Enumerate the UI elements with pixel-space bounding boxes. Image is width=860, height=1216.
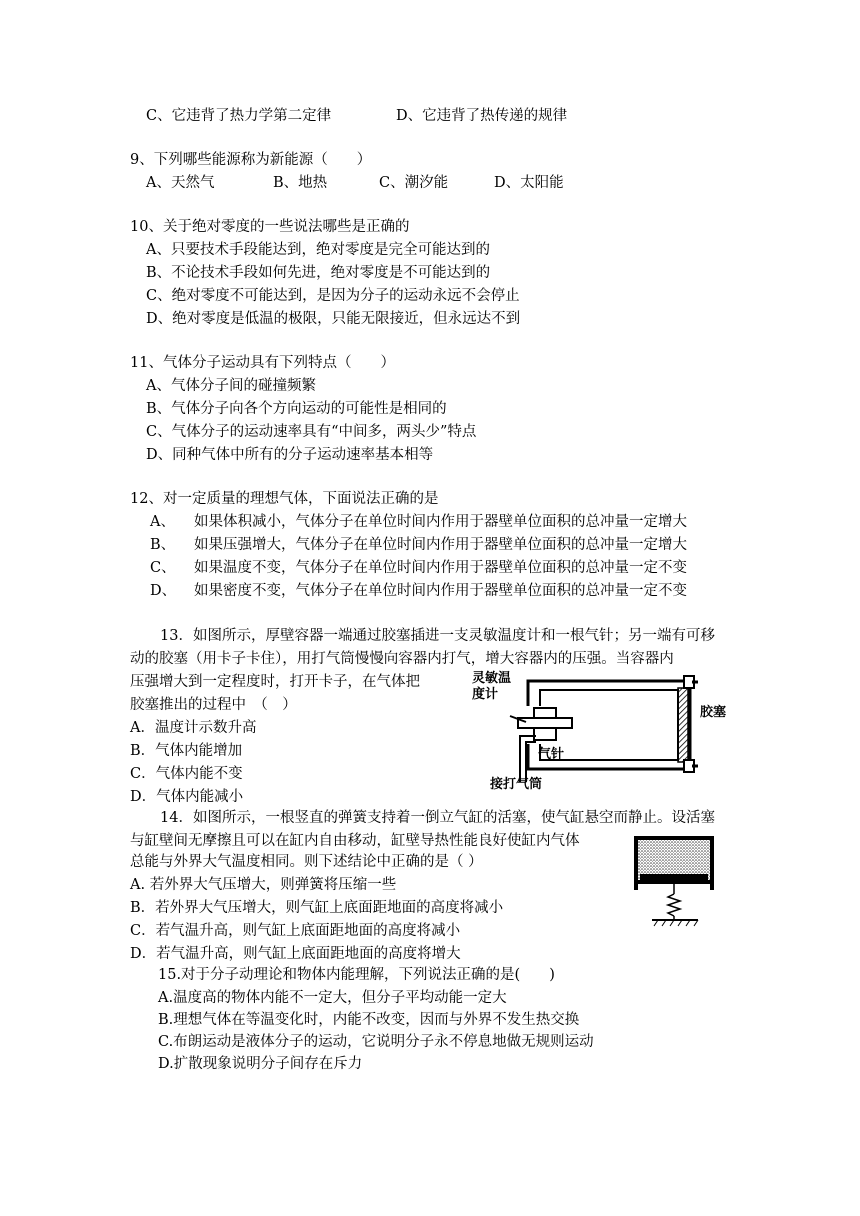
q13-stem-line-1: 13．如图所示，厚壁容器一端通过胶塞插进一支灵敏温度计和一根气针；另一端有可移	[160, 628, 715, 644]
q15-option-b: B.理想气体在等温变化时，内能不改变，因而与外界不发生热交换	[158, 1012, 580, 1028]
option-text: 如果密度不变，气体分子在单位时间内作用于器壁单位面积的总冲量一定不变	[194, 583, 687, 599]
q11-option-d: D、同种气体中所有的分子运动速率基本相等	[146, 447, 434, 463]
q12-option-d	[150, 581, 687, 601]
q14-option-b: B．若外界大气压增大，则气缸上底面距地面的高度将减小	[130, 900, 504, 916]
q8-option-d: D、它违背了热传递的规律	[396, 108, 568, 124]
q15-option-c: C.布朗运动是液体分子的运动，它说明分子永不停息地做无规则运动	[158, 1034, 594, 1050]
label-pump: 接打气筒	[490, 777, 543, 792]
q14-option-c: C．若气温升高，则气缸上底面距地面的高度将减小	[130, 923, 461, 939]
q11-option-b: B、气体分子向各个方向运动的可能性是相同的	[146, 401, 447, 417]
q14-stem-line-3: 总能与外界大气温度相同。则下述结论中正确的是（ ）	[130, 854, 483, 870]
q12-stem: 12、对一定质量的理想气体，下面说法正确的是	[130, 491, 439, 507]
q10-option-c: C、绝对零度不可能达到，是因为分子的运动永远不会停止	[146, 288, 520, 304]
q13-option-d: D．气体内能减小	[130, 789, 244, 805]
option-label: C、	[150, 560, 176, 576]
q12-option-a	[150, 512, 687, 532]
right-plug	[678, 688, 688, 762]
q15-stem: 15.对于分子动理论和物体内能理解，下列说法正确的是( )	[158, 967, 555, 983]
q8-option-c: C、它违背了热力学第二定律	[146, 108, 332, 124]
option-label: B、	[150, 537, 176, 553]
option-label: A、	[150, 514, 175, 530]
option-text: 如果温度不变，气体分子在单位时间内作用于器壁单位面积的总冲量一定不变	[194, 560, 687, 576]
q10-option-d: D、绝对零度是低温的极限，只能无限接近，但永远达不到	[146, 311, 521, 327]
option-text: 如果体积减小，气体分子在单位时间内作用于器壁单位面积的总冲量一定增大	[194, 514, 687, 530]
q12-option-b	[150, 535, 687, 555]
q9-option-a: A、天然气	[146, 175, 215, 191]
q14-cylinder-figure	[632, 832, 718, 928]
q13-option-b: B．气体内能增加	[130, 743, 243, 759]
q10-stem: 10、关于绝对零度的一些说法哪些是正确的	[130, 219, 410, 235]
option-text: 如果压强增大，气体分子在单位时间内作用于器壁单位面积的总冲量一定增大	[194, 537, 687, 553]
q15-option-a: A.温度高的物体内能不一定大，但分子平均动能一定大	[158, 990, 507, 1006]
q13-stem-line-4: 胶塞推出的过程中 （ ）	[130, 697, 297, 713]
label-thermometer-line-1: 灵敏温	[472, 671, 512, 686]
q13-stem-line-3: 压强增大到一定程度时，打开卡子，在气体把	[130, 674, 420, 690]
q9-option-d: D、太阳能	[494, 175, 564, 191]
q9-option-b: B、地热	[273, 175, 328, 191]
spring	[668, 894, 680, 916]
q14-stem-line-1: 14．如图所示，一根竖直的弹簧支持着一倒立气缸的活塞，使气缸悬空而静止。设活塞	[160, 810, 715, 826]
q14-option-a: A. 若外界大气压增大，则弹簧将压缩一些	[130, 877, 397, 893]
label-needle: 气针	[538, 747, 565, 762]
q13-container-figure	[470, 668, 740, 792]
q15-option-d: D.扩散现象说明分子间存在斥力	[158, 1056, 363, 1072]
q13-option-c: C．气体内能不变	[130, 766, 243, 782]
q9-option-c: C、潮汐能	[379, 175, 449, 191]
q11-stem: 11、气体分子运动具有下列特点（ ）	[130, 355, 395, 371]
q13-stem-line-2: 动的胶塞（用卡子卡住），用打气筒慢慢向容器内打气，增大容器内的压强。当容器内	[130, 651, 674, 667]
piston	[640, 874, 708, 880]
q11-option-c: C、气体分子的运动速率具有“中间多，两头少”特点	[146, 424, 477, 440]
q11-option-a: A、气体分子间的碰撞频繁	[146, 378, 316, 394]
q10-option-b: B、不论技术手段如何先进，绝对零度是不可能达到的	[146, 265, 491, 281]
q9-stem: 9、下列哪些能源称为新能源（ ）	[130, 152, 372, 168]
thermometer	[518, 718, 572, 728]
q13-option-a: A．温度计示数升高	[130, 720, 257, 736]
label-thermometer-line-2: 度计	[472, 687, 499, 702]
q14-option-d: D．若气温升高，则气缸上底面距地面的高度将增大	[130, 946, 461, 962]
label-plug: 胶塞	[700, 705, 727, 720]
q12-option-c	[150, 558, 687, 578]
option-label: D、	[150, 583, 177, 599]
q10-option-a: A、只要技术手段能达到，绝对零度是完全可能达到的	[146, 242, 490, 258]
q14-stem-line-2: 与缸壁间无摩擦且可以在缸内自由移动，缸壁导热性能良好使缸内气体	[130, 833, 580, 849]
